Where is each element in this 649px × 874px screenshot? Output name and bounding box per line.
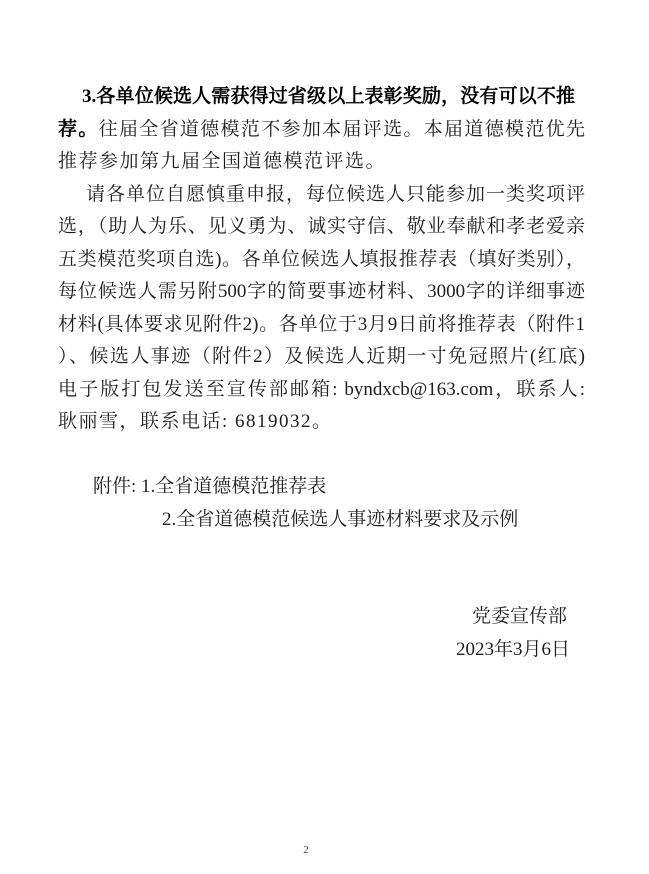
text-run: 党委宣传部	[471, 606, 567, 627]
document-line	[58, 406, 585, 439]
blank-line	[58, 569, 585, 602]
document-body	[58, 81, 585, 666]
text-run: 2.全省道德模范候选人事迹材料要求及示例	[162, 508, 519, 530]
text-run: 3.各单位候选人需获得过省级以上表彰奖励，没有可以不推	[82, 86, 575, 107]
page-footer	[0, 840, 612, 858]
text-run: 选，（助人为乐、见义勇为、诚实守信、敬业奉献和孝老爱亲	[58, 216, 585, 237]
text-run: 耿丽雪，联系电话: 6819032。	[58, 411, 333, 432]
document-line	[58, 471, 585, 504]
document-line	[58, 244, 585, 277]
document-line	[58, 341, 585, 374]
text-run: 电子版打包发送至宣传部邮箱: byndxcb@163.com，联系人:	[58, 378, 585, 400]
text-run: 推荐参加第九届全国道德模范评选。	[58, 151, 387, 172]
document-line	[58, 276, 585, 309]
text-run: 往届全省道德模范不参加本届评选。本届道德模范优先	[98, 118, 585, 140]
document-line	[58, 634, 585, 667]
document-line	[58, 374, 585, 407]
text-run: 材料(具体要求见附件2)。各单位于3月9日前将推荐表（附件1	[58, 313, 585, 335]
text-run: 请各单位自愿慎重申报，每位候选人只能参加一类奖项评	[86, 183, 585, 205]
document-line	[58, 146, 585, 179]
document-line	[58, 114, 585, 147]
document-line	[58, 504, 585, 537]
text-run: ）、候选人事迹（附件2）及候选人近期一寸免冠照片(红底)	[58, 346, 585, 367]
blank-line	[58, 536, 585, 569]
text-run: 每位候选人需另附500字的简要事迹材料、3000字的详细事迹	[58, 281, 585, 302]
document-line	[58, 81, 585, 114]
text-run: 2023年3月6日	[455, 638, 570, 660]
text-run: 附件: 1.全省道德模范推荐表	[93, 476, 327, 497]
blank-line	[58, 439, 585, 472]
document-line	[58, 179, 585, 212]
document-line	[58, 309, 585, 342]
document-line	[58, 601, 585, 634]
document-line	[58, 211, 585, 244]
text-run: 五类模范奖项自选)。各单位候选人填报推荐表（填好类别），	[58, 248, 585, 270]
page-number: 2	[303, 844, 309, 856]
text-run: 荐。	[58, 118, 99, 140]
